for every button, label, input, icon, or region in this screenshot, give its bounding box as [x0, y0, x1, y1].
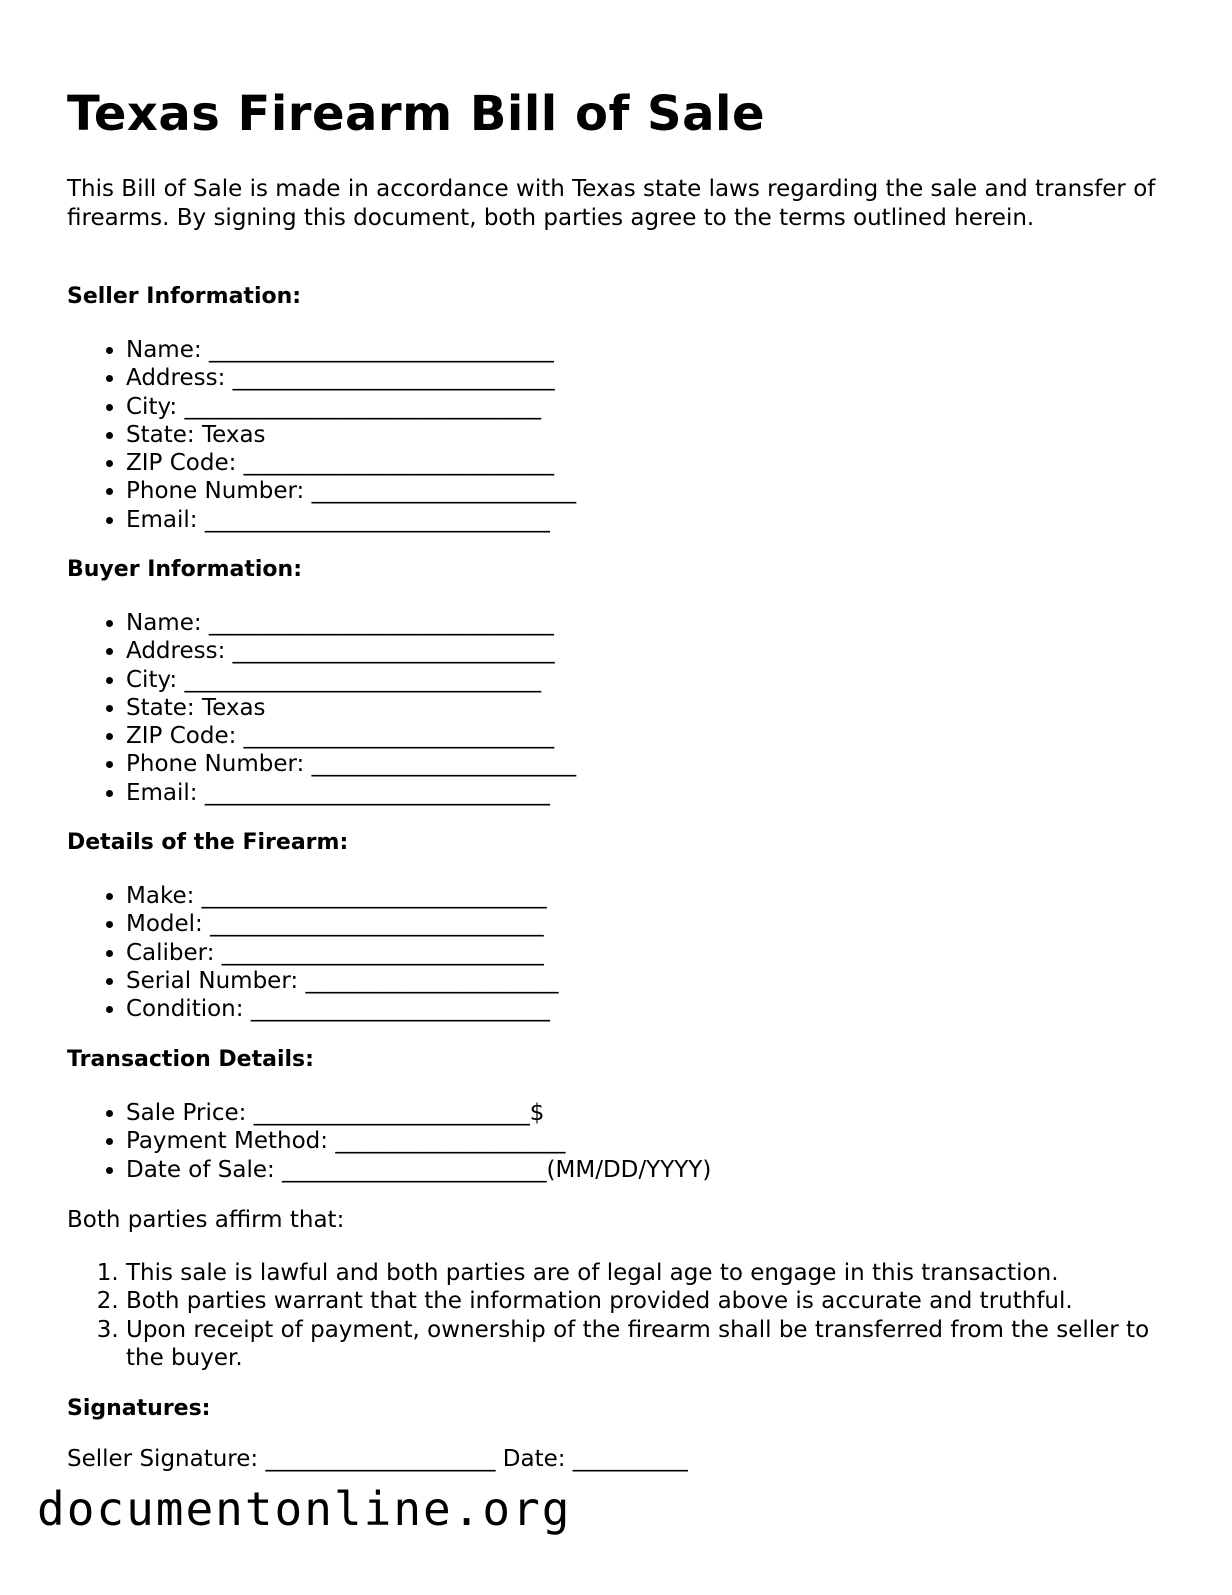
- seller-zip-field: • ZIP Code: ___________________________: [126, 449, 1186, 477]
- affirmation-item: 2. Both parties warrant that the information provided above is accurate and truthful.: [126, 1287, 1186, 1315]
- seller-city-field: • City: _______________________________: [126, 393, 1186, 421]
- page-title: Texas Firearm Bill of Sale: [67, 86, 766, 142]
- seller-phone-field: • Phone Number: _______________________: [126, 477, 1186, 505]
- firearm-make-field: • Make: ______________________________: [126, 882, 1186, 910]
- buyer-field-list: [67, 609, 1186, 807]
- payment-method-field: • Payment Method: ____________________: [126, 1127, 1186, 1155]
- buyer-city-field: • City: _______________________________: [126, 666, 1186, 694]
- seller-address-field: • Address: ____________________________: [126, 364, 1186, 392]
- sale-price-field: • Sale Price: ________________________$: [126, 1099, 1186, 1127]
- affirm-intro: Both parties affirm that:: [67, 1207, 345, 1233]
- transaction-heading: Transaction Details:: [67, 1047, 314, 1072]
- buyer-address-field: • Address: ____________________________: [126, 637, 1186, 665]
- watermark: documentonline.org: [37, 1482, 572, 1536]
- buyer-email-field: • Email: ______________________________: [126, 779, 1186, 807]
- buyer-phone-field: • Phone Number: _______________________: [126, 750, 1186, 778]
- seller-heading: Seller Information:: [67, 284, 302, 309]
- intro-paragraph: This Bill of Sale is made in accordance with Texas state laws regarding the sale and transfer of firearms. By signing this document, both parties agree to the terms outlined herein.: [67, 176, 1156, 231]
- firearm-serial-field: • Serial Number: ______________________: [126, 967, 1186, 995]
- affirmation-list: [67, 1259, 1186, 1372]
- buyer-state-field: • State: Texas: [126, 694, 1186, 722]
- seller-field-list: [67, 336, 1186, 534]
- seller-signature-line: Seller Signature: ____________________ Date: __________: [67, 1446, 688, 1472]
- firearm-condition-field: • Condition: __________________________: [126, 995, 1186, 1023]
- firearm-heading: Details of the Firearm:: [67, 830, 349, 855]
- affirmation-item: 3. Upon receipt of payment, ownership of the firearm shall be transferred from the seller to the buyer.: [126, 1316, 1186, 1373]
- seller-name-field: • Name: ______________________________: [126, 336, 1186, 364]
- buyer-heading: Buyer Information:: [67, 557, 302, 582]
- seller-email-field: • Email: ______________________________: [126, 506, 1186, 534]
- seller-state-field: • State: Texas: [126, 421, 1186, 449]
- date-of-sale-field: • Date of Sale: _______________________(MM/DD/YYYY): [126, 1156, 1186, 1184]
- buyer-zip-field: • ZIP Code: ___________________________: [126, 722, 1186, 750]
- firearm-caliber-field: • Caliber: ____________________________: [126, 939, 1186, 967]
- affirmation-item: 1. This sale is lawful and both parties are of legal age to engage in this transaction.: [126, 1259, 1186, 1287]
- buyer-name-field: • Name: ______________________________: [126, 609, 1186, 637]
- transaction-field-list: [67, 1099, 1186, 1184]
- firearm-model-field: • Model: _____________________________: [126, 910, 1186, 938]
- firearm-field-list: [67, 882, 1186, 1023]
- signatures-heading: Signatures:: [67, 1396, 211, 1421]
